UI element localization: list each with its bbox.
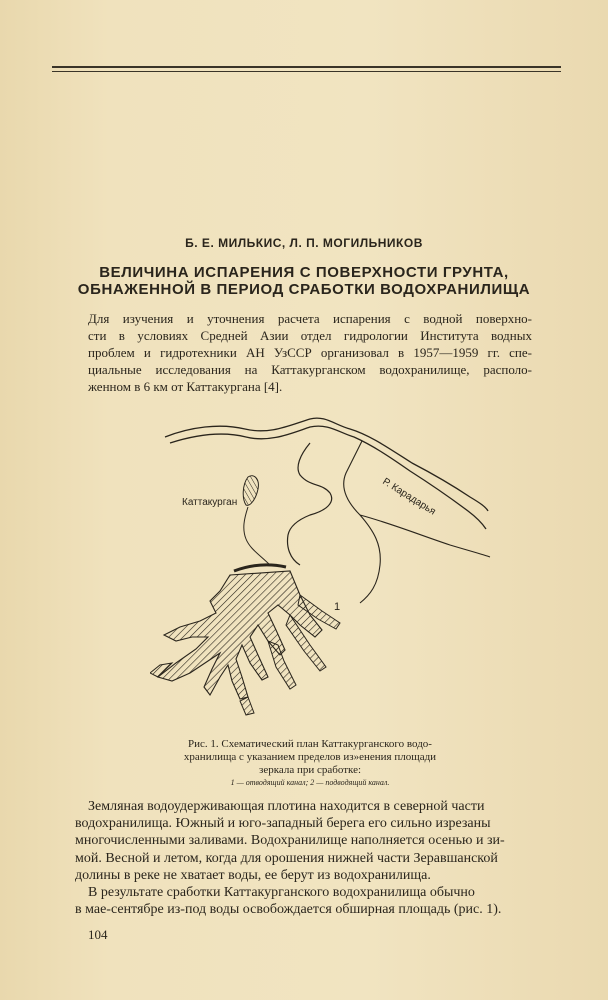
abstract-line: циальные исследования на Каттакурганском водохранилище, располо- xyxy=(88,362,532,377)
caption-legend: 1 — отводящий канал; 2 — подводящий канал. xyxy=(230,778,390,787)
body-line: Земляная водоудерживающая плотина находится в северной части xyxy=(88,799,485,814)
river-label: Р. Карадарья xyxy=(380,476,438,518)
authors: Б. Е. МИЛЬКИС, Л. П. МОГИЛЬНИКОВ xyxy=(185,236,423,250)
reservoir-map xyxy=(150,415,500,730)
caption-line: Рис. 1. Схематический план Каттакурганского водо- xyxy=(188,738,432,750)
reservoir xyxy=(150,571,340,715)
body-text xyxy=(75,798,573,918)
dam xyxy=(234,565,286,571)
abstract-line: проблем и гидротехники АН УзССР организовал в 1957—1959 гг. спе- xyxy=(88,345,532,360)
body-line: долины в реке не хватает воды, ее берут из водохранилища. xyxy=(75,867,431,883)
body-line: многочисленными заливами. Водохранилище наполняется осенью и зи- xyxy=(75,833,505,849)
body-line: В результате сработки Каттакурганского водохранилища обычно xyxy=(88,885,475,901)
abstract-line: женном в 6 км от Каттакургана [4]. xyxy=(88,379,283,394)
canal-line xyxy=(344,441,381,603)
figure-caption xyxy=(140,738,480,789)
abstract-line: Для изучения и уточнения расчета испарения с водной поверхно- xyxy=(88,311,532,326)
page-number: 104 xyxy=(88,927,108,942)
city-road xyxy=(244,507,270,565)
reservoir-map-figure xyxy=(150,415,500,730)
city-label: Каттакурган xyxy=(182,497,238,508)
title-line: ВЕЛИЧИНА ИСПАРЕНИЯ С ПОВЕРХНОСТИ ГРУНТА, xyxy=(99,264,509,281)
title-line: ОБНАЖЕННОЙ В ПЕРИОД СРАБОТКИ ВОДОХРАНИЛИЩА xyxy=(77,281,531,298)
abstract-line: сти в условиях Средней Азии отдел гидрологии Института водных xyxy=(88,328,532,343)
abstract xyxy=(88,310,532,395)
header-rule-thick xyxy=(52,66,561,68)
city-shape xyxy=(243,476,258,506)
body-line: водохранилища. Южный и юго-западный берега его сильно изрезаны xyxy=(75,816,491,832)
marker-1: 1 xyxy=(334,601,341,613)
caption-line: хранилища с указанием пределов из»енения площади xyxy=(183,751,437,763)
canal-line xyxy=(288,443,332,565)
body-line: мой. Весной и летом, когда для орошения нижней части Зеравшанской xyxy=(75,850,498,866)
caption-line: зеркала при сработке: xyxy=(258,764,362,776)
header-rule-thin xyxy=(52,71,561,72)
article-title xyxy=(40,264,568,298)
body-line: в мае-сентябре из-под воды освобождается обширная площадь (рис. 1). xyxy=(75,902,502,918)
